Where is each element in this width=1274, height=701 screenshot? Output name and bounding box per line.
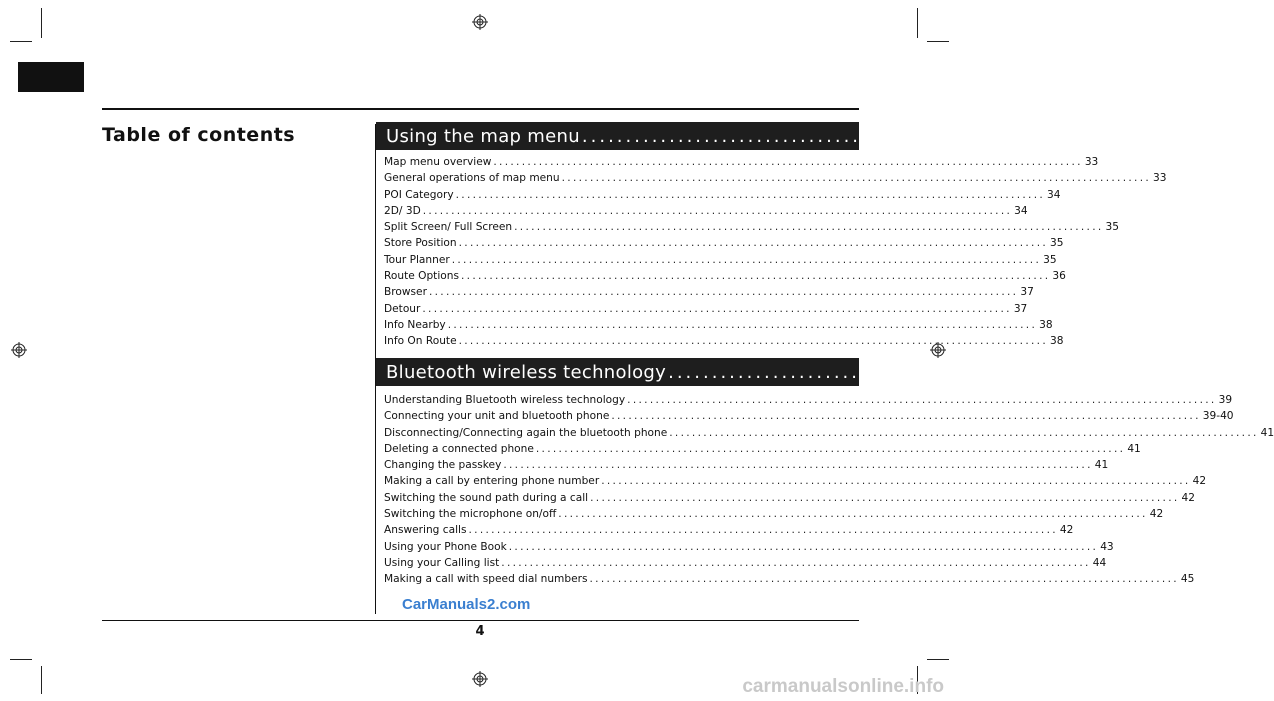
dot-leader: ........................................................................................................ bbox=[451, 253, 1042, 266]
entry-page: 35 bbox=[1105, 221, 1120, 234]
dot-leader: ........................................................................................................ bbox=[627, 394, 1217, 406]
dot-leader: ......................................................... bbox=[581, 126, 1080, 147]
entry-label: Route Options bbox=[384, 270, 459, 283]
dot-leader: ........................................................................................................ bbox=[422, 302, 1012, 315]
dot-leader: ........................................................................................................ bbox=[503, 459, 1093, 472]
entry-label: Changing the passkey bbox=[384, 459, 502, 472]
dot-leader: ........................................................................................................ bbox=[455, 188, 1046, 201]
toc-entry[interactable] bbox=[384, 237, 1064, 253]
crop-mark bbox=[927, 659, 949, 660]
toc-entry[interactable] bbox=[384, 156, 1099, 172]
watermark-carmanuals: CarManuals2.com bbox=[402, 596, 531, 613]
dot-leader: ........................................................................................................ bbox=[514, 221, 1104, 234]
entry-page: 33 bbox=[1153, 172, 1167, 185]
section-header-map-menu[interactable] bbox=[376, 122, 1135, 150]
entry-label: Making a call by entering phone number bbox=[384, 475, 600, 488]
crop-mark bbox=[10, 659, 32, 660]
entry-label: Connecting your unit and bluetooth phone bbox=[384, 410, 610, 423]
entry-page: 42 bbox=[1192, 475, 1207, 488]
entry-page: 42 bbox=[1149, 508, 1164, 521]
entry-label: Using your Phone Book bbox=[384, 540, 507, 553]
entry-page: 37 bbox=[1013, 302, 1028, 315]
entry-page: 36 bbox=[1052, 270, 1066, 283]
toc-entry[interactable] bbox=[384, 302, 1028, 319]
dot-leader: ........................................................................................................ bbox=[535, 442, 1126, 455]
toc-entry[interactable] bbox=[384, 221, 1120, 237]
entry-page: 42 bbox=[1059, 524, 1074, 537]
top-rule bbox=[102, 108, 859, 110]
toc-entry[interactable] bbox=[384, 172, 1167, 188]
dot-leader: ........................................................................................................ bbox=[428, 286, 1019, 299]
entry-page: 45 bbox=[1180, 573, 1195, 586]
entry-label: Tour Planner bbox=[384, 253, 450, 266]
section-title: Using the map menu bbox=[386, 126, 580, 147]
bottom-rule bbox=[102, 620, 859, 621]
entry-label: Switching the sound path during a call bbox=[384, 491, 589, 504]
dot-leader: ........................................................................................................ bbox=[590, 491, 1180, 504]
dot-leader: ........................................................................................................ bbox=[447, 318, 1038, 331]
entry-label: POI Category bbox=[384, 188, 454, 201]
entry-label: Split Screen/ Full Screen bbox=[384, 221, 513, 234]
section-header-bluetooth[interactable] bbox=[376, 358, 1222, 386]
entry-label: Store Position bbox=[384, 237, 457, 250]
dot-leader: ........................................................................................................ bbox=[422, 204, 1013, 217]
toc-entry[interactable] bbox=[384, 188, 1061, 205]
entry-label: Info Nearby bbox=[384, 318, 446, 331]
entry-label: Using your Calling list bbox=[384, 556, 500, 569]
entry-page: 41 bbox=[1127, 442, 1141, 455]
dot-leader: ........................................................................................................ bbox=[458, 335, 1049, 348]
toc-entry[interactable] bbox=[384, 410, 1234, 426]
dot-leader: ........................................................................................................ bbox=[508, 540, 1099, 553]
toc-entry[interactable] bbox=[384, 270, 1066, 286]
section-pages: 39-45 bbox=[1167, 362, 1222, 383]
entry-label: Browser bbox=[384, 286, 427, 299]
toc-entry[interactable] bbox=[384, 508, 1164, 524]
toc-entry[interactable] bbox=[384, 318, 1053, 335]
entry-page: 35 bbox=[1050, 237, 1064, 250]
entry-page: 39 bbox=[1218, 394, 1233, 406]
dot-leader: ........................................................................................................ bbox=[468, 524, 1058, 537]
toc-entry[interactable] bbox=[384, 459, 1109, 475]
entry-label: Deleting a connected phone bbox=[384, 442, 534, 455]
dot-leader: ........................................................................................................ bbox=[561, 172, 1152, 185]
toc-entry[interactable] bbox=[384, 335, 1064, 351]
dot-leader: ........................................................................................................ bbox=[589, 573, 1179, 586]
entry-page: 41 bbox=[1094, 459, 1109, 472]
crop-mark bbox=[10, 41, 32, 42]
toc-entry[interactable] bbox=[384, 394, 1233, 410]
dot-leader: ........................................................................................................ bbox=[458, 237, 1049, 250]
toc-entry[interactable] bbox=[384, 540, 1114, 557]
entry-page: 41 bbox=[1260, 426, 1274, 439]
entry-label: Answering calls bbox=[384, 524, 467, 537]
dot-leader: ........................................................................................................ bbox=[493, 156, 1083, 168]
crop-mark bbox=[41, 666, 42, 694]
entry-page: 35 bbox=[1043, 253, 1057, 266]
section-pages: 33-38 bbox=[1081, 126, 1135, 147]
entry-page: 39-40 bbox=[1202, 410, 1234, 423]
toc-entry[interactable] bbox=[384, 475, 1207, 491]
entry-page: 44 bbox=[1092, 556, 1107, 569]
toc-entry[interactable] bbox=[384, 573, 1195, 589]
toc-entry[interactable] bbox=[384, 286, 1034, 302]
entry-page: 34 bbox=[1047, 188, 1061, 201]
entry-label: Switching the microphone on/off bbox=[384, 508, 557, 521]
toc-entry[interactable] bbox=[384, 253, 1057, 270]
entry-page: 33 bbox=[1084, 156, 1099, 168]
registration-mark-icon bbox=[11, 342, 27, 358]
entry-label: Info On Route bbox=[384, 335, 457, 348]
entry-page: 38 bbox=[1050, 335, 1064, 348]
entry-label: Detour bbox=[384, 302, 421, 315]
toc-entry[interactable] bbox=[384, 426, 1274, 443]
entry-label: Making a call with speed dial numbers bbox=[384, 573, 588, 586]
dot-leader: ........................................................................................................ bbox=[461, 270, 1051, 283]
entry-page: 43 bbox=[1100, 540, 1114, 553]
toc-entry[interactable] bbox=[384, 524, 1074, 540]
section-title: Bluetooth wireless technology bbox=[386, 362, 667, 383]
registration-mark-icon bbox=[472, 14, 488, 30]
page-title: Table of contents bbox=[102, 124, 296, 146]
dot-leader: ........................................................................................................ bbox=[669, 426, 1259, 439]
entry-label: Understanding Bluetooth wireless technology bbox=[384, 394, 626, 406]
page-number: 4 bbox=[475, 624, 485, 639]
entry-label: Map menu overview bbox=[384, 156, 492, 168]
dot-leader: ........................................................................................................ bbox=[611, 410, 1201, 423]
dot-leader: ........................................................................................................ bbox=[501, 556, 1091, 569]
toc-entry[interactable] bbox=[384, 442, 1141, 459]
entry-page: 34 bbox=[1014, 204, 1028, 217]
dot-leader: ......................................................... bbox=[668, 362, 1166, 383]
entry-label: 2D/ 3D bbox=[384, 204, 421, 217]
dot-leader: ........................................................................................................ bbox=[558, 508, 1148, 521]
entry-page: 37 bbox=[1020, 286, 1034, 299]
toc-entry[interactable] bbox=[384, 204, 1028, 221]
dot-leader: ........................................................................................................ bbox=[601, 475, 1191, 488]
toc-entry[interactable] bbox=[384, 556, 1107, 573]
crop-mark bbox=[41, 8, 42, 38]
registration-mark-icon bbox=[472, 671, 488, 687]
entry-page: 42 bbox=[1181, 491, 1196, 504]
entry-page: 38 bbox=[1039, 318, 1053, 331]
chapter-tab-marker bbox=[18, 62, 84, 92]
entry-label: Disconnecting/Connecting again the bluetooth phone bbox=[384, 426, 668, 439]
entry-label: General operations of map menu bbox=[384, 172, 560, 185]
toc-entries-bluetooth bbox=[384, 394, 1274, 590]
toc-entries-map-menu bbox=[384, 156, 1167, 352]
toc-entry[interactable] bbox=[384, 491, 1196, 508]
watermark-carmanualsonline: carmanualsonline.info bbox=[742, 676, 944, 697]
crop-mark bbox=[917, 8, 918, 38]
crop-mark bbox=[927, 41, 949, 42]
